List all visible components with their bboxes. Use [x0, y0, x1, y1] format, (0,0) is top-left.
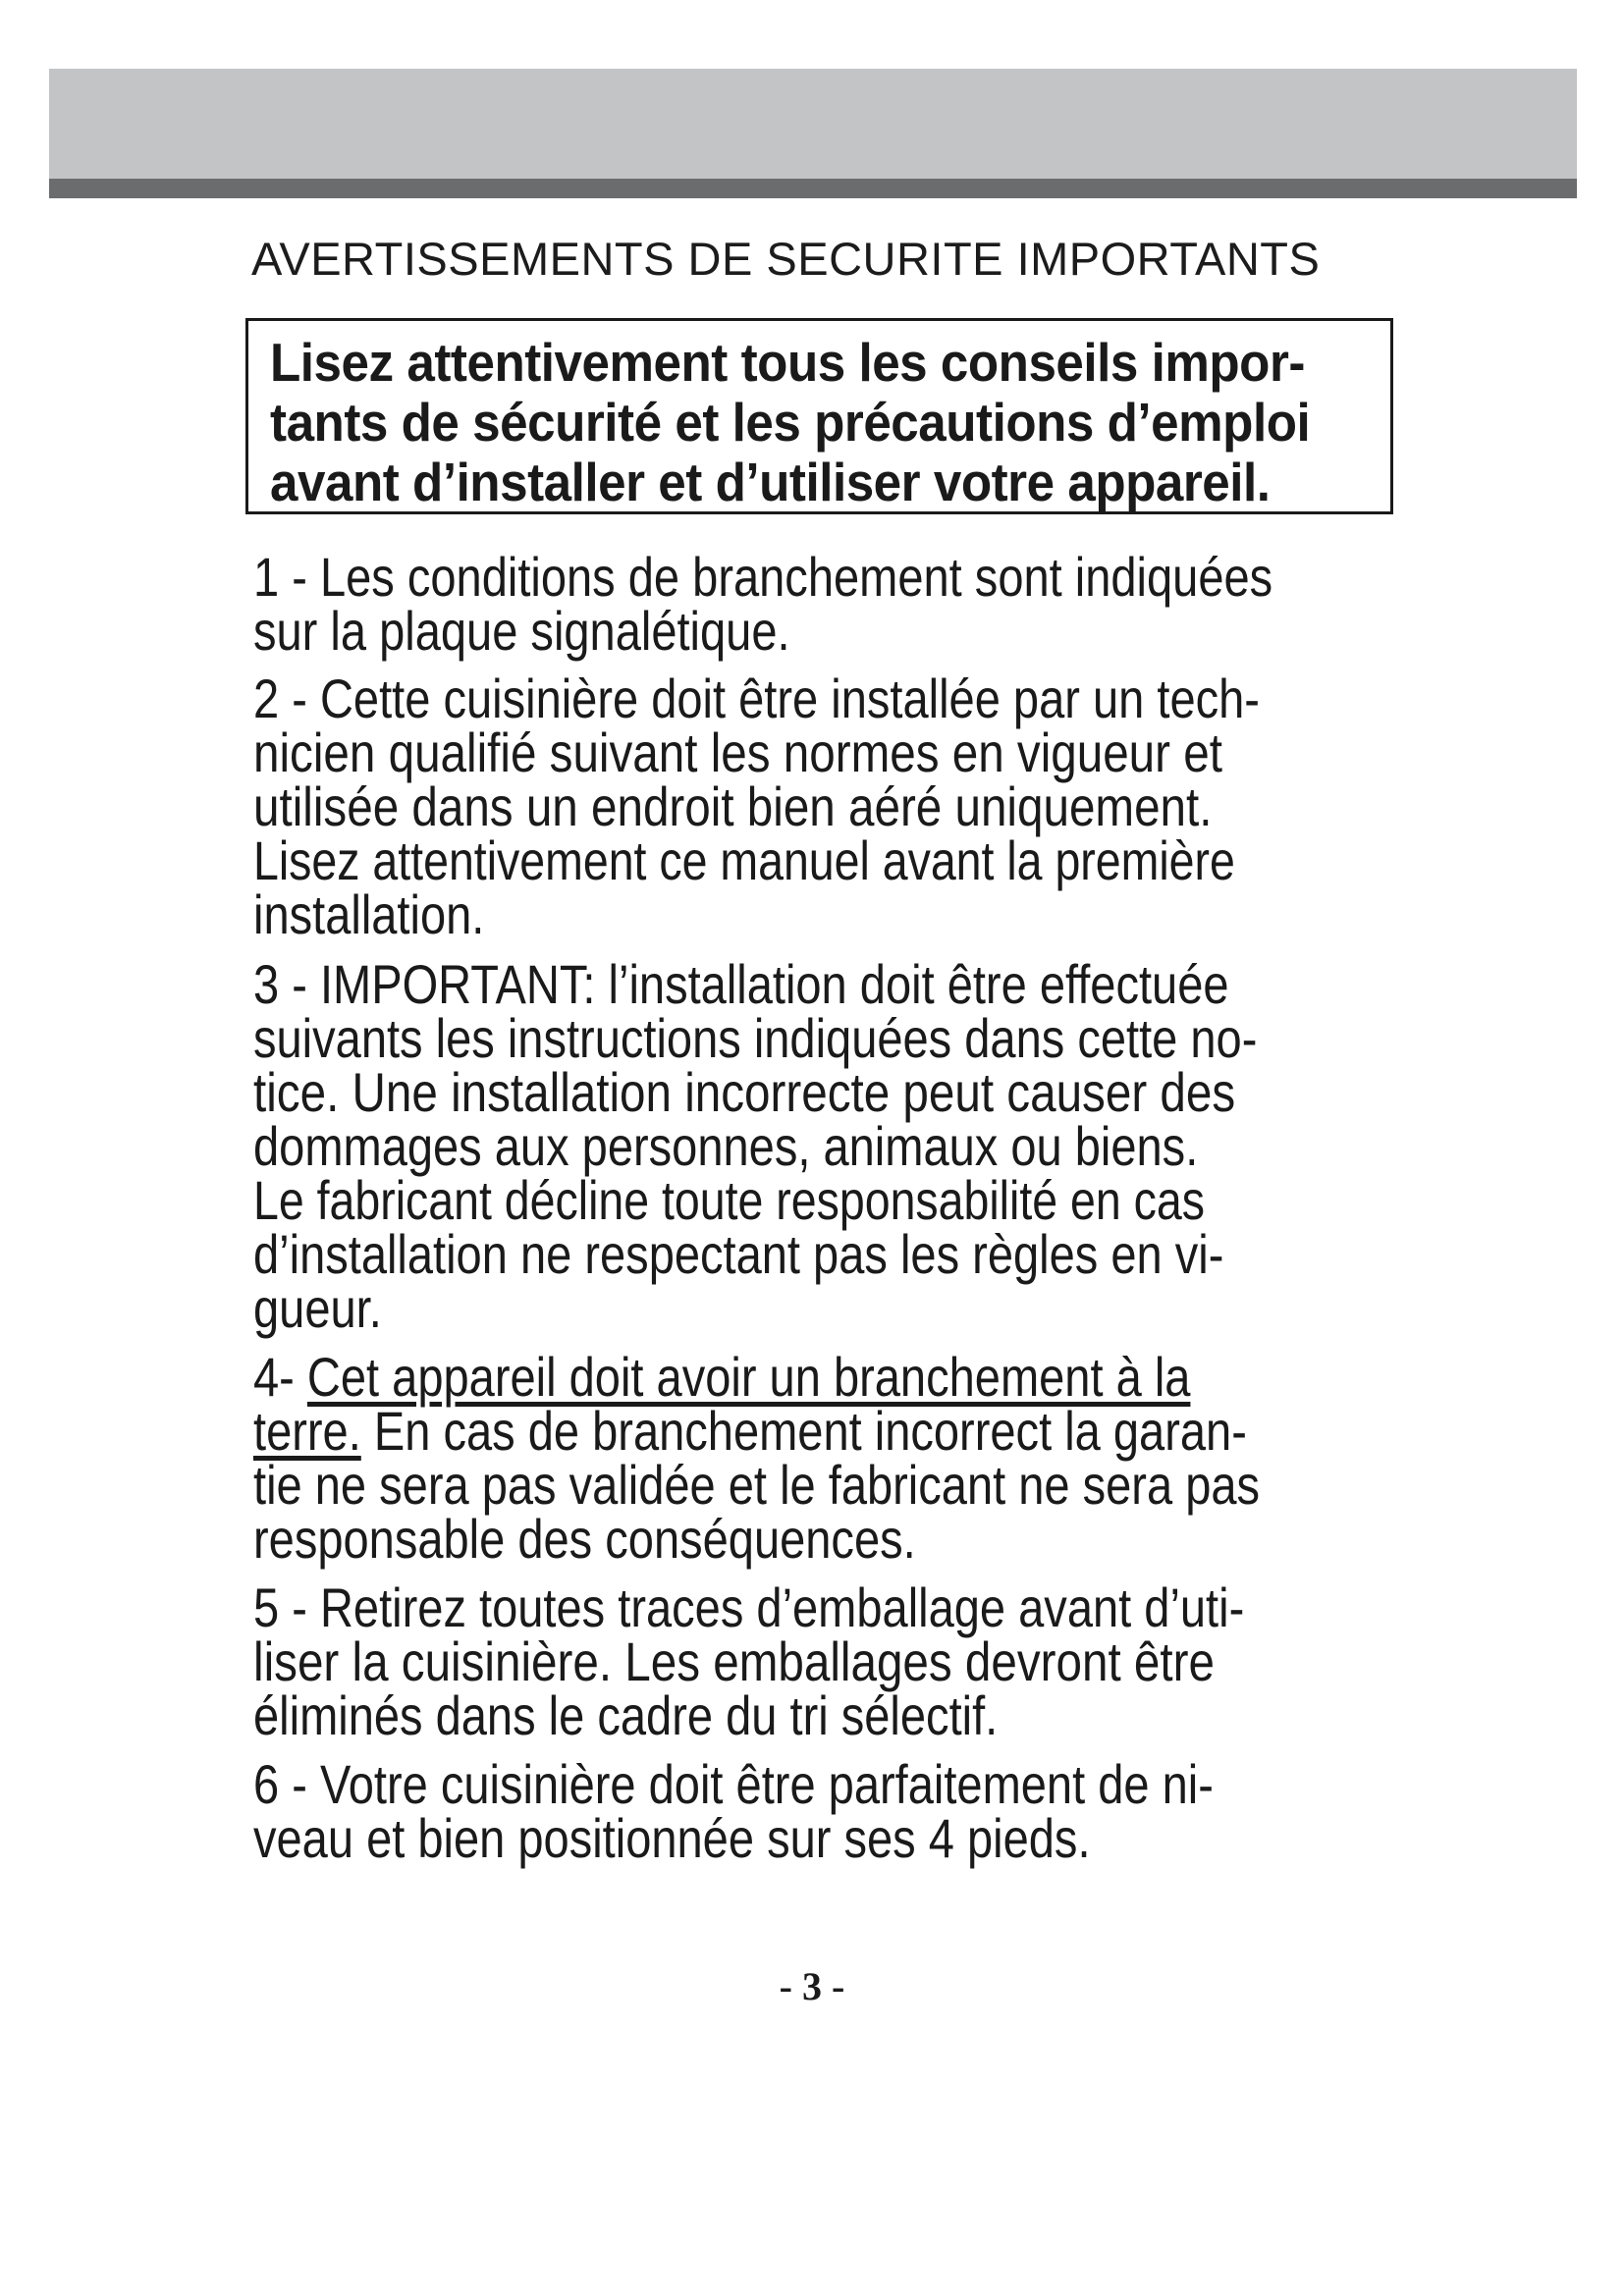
- text-fragment: En cas de branchement incorrect la garan-: [360, 1400, 1247, 1462]
- text-line: 5 - Retirez toutes traces d’emballage avant d’uti-: [253, 1576, 1245, 1638]
- text-line: 1 - Les conditions de branchement sont indiquées: [253, 546, 1273, 608]
- text-line: Lisez attentivement ce manuel avant la première: [253, 829, 1235, 891]
- text-line: Le fabricant décline toute responsabilité en cas: [253, 1169, 1205, 1231]
- text-line: d’installation ne respectant pas les règles en vi-: [253, 1223, 1224, 1285]
- text-line: dommages aux personnes, animaux ou biens.: [253, 1115, 1199, 1177]
- text-line: suivants les instructions indiquées dans cette no-: [253, 1007, 1258, 1069]
- text-line: nicien qualifié suivant les normes en vigueur et: [253, 721, 1222, 783]
- text-line: [253, 1346, 1191, 1408]
- text-line: 2 - Cette cuisinière doit être installée par un tech-: [253, 667, 1260, 729]
- page-number: - 3 -: [779, 1964, 845, 2008]
- text-line: gueur.: [253, 1277, 382, 1339]
- text-line: sur la plaque signalétique.: [253, 600, 790, 662]
- text-line: 6 - Votre cuisinière doit être parfaitement de ni-: [253, 1753, 1214, 1815]
- text-line: utilisée dans un endroit bien aéré uniquement.: [253, 775, 1213, 837]
- section-title: AVERTISSEMENTS DE SECURITE IMPORTANTS: [251, 233, 1321, 285]
- text-line: installation.: [253, 883, 485, 945]
- text-line: éliminés dans le cadre du tri sélectif.: [253, 1684, 999, 1746]
- grounding-warning: terre.: [253, 1400, 361, 1462]
- header-rule: [49, 179, 1577, 198]
- safety-warning-box: [245, 318, 1393, 514]
- text-line: liser la cuisinière. Les emballages devront être: [253, 1630, 1215, 1692]
- grounding-warning: Cet appareil doit avoir un branchement à la: [306, 1346, 1191, 1408]
- text-line: [253, 1400, 1247, 1462]
- text-line: tie ne sera pas validée et le fabricant ne sera pas: [253, 1454, 1261, 1516]
- text-line: veau et bien positionnée sur ses 4 pieds.: [253, 1807, 1091, 1869]
- header-band: [49, 69, 1577, 179]
- warning-line: tants de sécurité et les précautions d’emploi: [270, 392, 1311, 453]
- text-line: tice. Une installation incorrecte peut causer des: [253, 1061, 1236, 1123]
- item-number: 4-: [253, 1346, 307, 1408]
- warning-line: avant d’installer et d’utiliser votre appareil.: [270, 452, 1271, 512]
- text-line: responsable des conséquences.: [253, 1508, 916, 1570]
- text-line: 3 - IMPORTANT: l’installation doit être effectuée: [253, 953, 1229, 1015]
- warning-line: Lisez attentivement tous les conseils impor-: [270, 332, 1305, 393]
